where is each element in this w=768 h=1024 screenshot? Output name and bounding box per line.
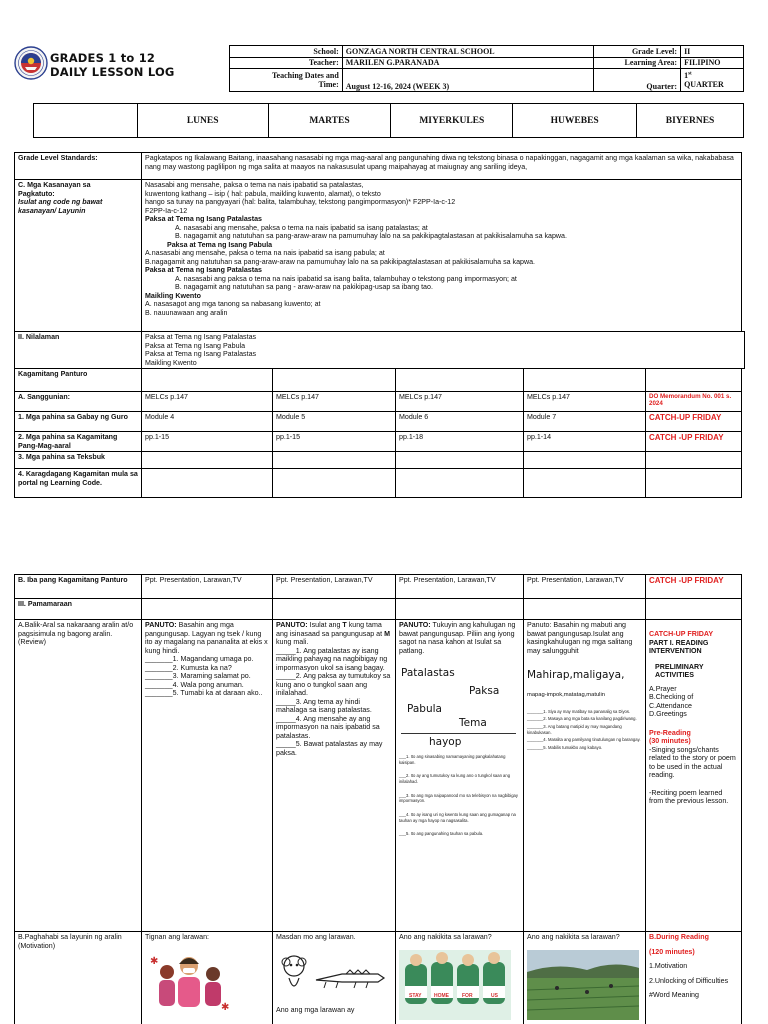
procedure-table	[14, 574, 742, 1024]
standards-text: Pagkatapos ng Ikalawang Baitang, inaasahang nasasabi ng mga mag-aaral ang pangunahing diwa ng tekstong binasa o napakinggan, nagagamit ang mga kaalaman sa wika, nakababasa nang may wastong paglilipon ng mga salita at maayos na nakasusulat upang maipahayag at maiugnay ang sariling ideya,	[142, 153, 742, 180]
deped-seal-logo	[14, 46, 48, 80]
grade-value: II	[681, 46, 744, 58]
word-option: Tema	[459, 717, 487, 729]
nilalaman-item: Paksa at Tema ng Isang Pabula	[145, 341, 246, 350]
info-table	[229, 45, 744, 92]
nilalaman-item: Maikling Kwento	[145, 358, 197, 367]
sanggunian-label: A. Sanggunian:	[15, 392, 142, 412]
day-tuesday: MARTES	[268, 104, 391, 138]
balik-aral-thursday: Panuto: Basahin ng mabuti ang bawat pangungusap.Isulat ang kasingkahulugan ng mga salitang may salungguhit Mahirap,maligaya, mapag-impok,matatag,matulin _______1. Siya ay may matibay na pananalig sa Diyos. _______2. Masaya ang mga bata sa kanilang pagdiriwang. _______3. Ang batang matipid ay may magandang kinabukasan. _______4. Maralita ang pamilyang tinutulungan ng barangay. _______5. Mabilis tumakbo ang kabayo.	[524, 620, 646, 932]
sanggunian-memo: DO Memorandum No. 001 s. 2024	[646, 392, 742, 412]
sanggunian-thu: MELCs p.147	[524, 392, 646, 412]
paghahabi-thursday: Ano ang nakikita sa larawan?	[524, 932, 646, 1024]
competency-heading: Paksa at Tema ng Isang Patalastas	[145, 266, 262, 274]
iba-pang-tue: Ppt. Presentation, Larawan,TV	[273, 575, 396, 599]
kagamitang-pang-wed: pp.1-18	[396, 432, 524, 452]
title-grades: GRADES 1 to 12	[50, 51, 156, 65]
svg-text:✱: ✱	[150, 955, 159, 967]
iba-pang-catch-up: CATCH -UP FRIDAY	[646, 575, 742, 599]
kagamitan-label: Kagamitang Panturo	[15, 369, 142, 392]
competencies-text: Nasasabi ang mensahe, paksa o tema na nais ipabatid sa patalastas, kuwentong kathang – isip ( hal: pabula, maikling kuwento, alamat), o teksto hango sa tunay na pangyayari (hal: balita, talambuhay, tekstong pangimpormasyon)* F2PP-Ia-c-12 F2PP-Ia-c-12 Paksa at Tema ng Isang Patalastas A. nasasabi ang mensahe, paksa o tema na nais ipabatid sa isang patalastas; at B. nagagamit ang natutuhan sa pang-araw-araw na pamumuhay lalo na sa pakikipagtalastasan at pakikisalamuha sa kapwa. Paksa at Tema ng Isang Pabula A.nasasabi ang mensahe, paksa o tema na nais ipabatid sa isang pabula; at B.nagagamit ang natutuhan sa pang-araw-araw na pamumuhay lalo na sa pakikipagtalastasan at pakikisalamuha sa kapwa. Paksa at Tema ng Isang Patalastas A. nasasabi ang paksa o tema na nais ipabatid sa isang balita, talambuhay o tekstong pang impormasyon; at B. nagagamit ang natutuhan sa pang - araw-araw na pakikipag-usap sa ibang tao. Maikling Kwento A. nasasagot ang mga tanong sa nabasang kuwento; at B. nauunawaan ang aralin	[142, 180, 742, 332]
teacher-label: Teacher:	[230, 57, 343, 69]
day-thursday: HUWEBES	[513, 104, 637, 138]
exercise-item: _______3. Maraming salamat po.	[145, 672, 251, 680]
competencies-label: C. Mga Kasanayan sa Pagkatuto: Isulat ang code ng bawat kasanayan/ Layunin	[15, 180, 142, 332]
nilalaman-list	[142, 332, 745, 369]
gabay-tue: Module 5	[273, 412, 396, 432]
people-with-masks-image	[145, 950, 269, 1023]
title-dll: DAILY LESSON LOG	[50, 65, 175, 79]
wed-items: ___1. Ito ang sinasabing namamayaning pangkalahatang kaisipan. ___2. Ito ay ang tumutukoy sa kung ano o tungkol saan ang inilalahad. ___3. Ito ang mga naipapanood mo sa telebisyon na nagbibigay impormasyon. ___4. Ito ay isang uri ng kwento kung saan ang gumaganap na tauhan ay mga hayop na nagsasalita. ___5. Ito ang pangunahing tauhan sa pabula.	[399, 754, 518, 837]
day-friday: BIYERNES	[637, 104, 744, 138]
monkey-crocodile-image	[276, 950, 392, 1003]
iba-pang-label: B. Iba pang Kagamitang Panturo	[15, 575, 142, 599]
nilalaman-item: Paksa at Tema ng Isang Patalastas	[145, 333, 257, 341]
sign-word: US	[491, 993, 498, 999]
balik-aral-friday: CATCH-UP FRIDAY PART I. READING INTERVENTION PRELIMINARY ACTIVITIES A.Prayer B.Checking of C.Attendance D.Greetings Pre-Reading (30 minutes) -Singing songs/chants related to the story or poem to be used in the actual reading. -Reciting poem learned from the previous lesson.	[646, 620, 742, 932]
day-wednesday: MIYERKULES	[391, 104, 513, 138]
standards-label: Grade Level Standards:	[15, 153, 142, 180]
dates-label: Teaching Dates and Time:	[230, 69, 343, 92]
sanggunian-tue: MELCs p.147	[273, 392, 396, 412]
days-blank-cell	[34, 104, 138, 138]
sign-word: FOR	[462, 993, 473, 999]
exercise-item: _____2. Ang paksa ay tumutukoy sa kung ano o tungkol saan ang inilalahad.	[276, 672, 391, 697]
word-option: Patalastas	[401, 667, 455, 679]
school-label: School:	[230, 46, 343, 58]
rice-field-image	[527, 950, 642, 1023]
nilalaman-item: Paksa at Tema ng Isang Patalastas	[145, 350, 257, 358]
paghahabi-monday: Tignan ang larawan: ✱ ✱	[142, 932, 273, 1024]
competency-heading: Maikling Kwento	[145, 291, 201, 300]
iba-pang-mon: Ppt. Presentation, Larawan,TV	[142, 575, 273, 599]
balik-aral-tuesday: PANUTO: Isulat ang T kung tama ang isinasaad sa pangungusap at M kung mali. _____1. Ang patalastas ay isang maikling pahayag na nagbibigay ng impormasyon ukol sa isang bagay. _____2. Ang paksa ay tumutukoy sa kung ano o tungkol saan ang inilalahad. _____3. Ang tema ay hindi mahalaga sa isang patalastas. _____4. Ang mensahe ay ang impormasyon na nais ipabatid sa patalastas. _____5. Bawat patalastas ay may paksa.	[273, 620, 396, 932]
grade-label: Grade Level:	[594, 46, 681, 58]
kagamitang-pang-thu: pp.1-14	[524, 432, 646, 452]
competency-heading: Paksa at Tema ng Isang Patalastas	[145, 215, 262, 223]
kagamitang-pang-tue: pp.1-15	[273, 432, 396, 452]
gabay-catch-up: CATCH-UP FRIDAY	[646, 412, 742, 432]
quarter-label: Quarter:	[594, 69, 681, 92]
sanggunian-mon: MELCs p.147	[142, 392, 273, 412]
paghahabi-tuesday: Masdan mo ang larawan. Ano ang mga larawan ay	[273, 932, 396, 1024]
exercise-item: _______2. Kumusta ka na?	[145, 663, 232, 672]
sign-word: STAY	[409, 993, 422, 999]
kagamitang-pang-catch-up: CATCH -UP FRIDAY	[646, 432, 742, 452]
gabay-wed: Module 6	[396, 412, 524, 432]
days-header	[33, 103, 744, 138]
exercise-item: _____3. Ang tema ay hindi mahalaga sa isang patalastas.	[276, 697, 372, 714]
synonym-words-small: mapag-impok,matatag,matulin	[527, 691, 605, 698]
nilalaman-label: II. Nilalaman	[15, 332, 142, 369]
gabay-label: 1. Mga pahina sa Gabay ng Guro	[15, 412, 142, 432]
quarter-value: 1st QUARTER	[681, 69, 744, 92]
sign-word: HOME	[434, 993, 449, 999]
exercise-item: _____5. Bawat patalastas ay may paksa.	[276, 740, 383, 757]
word-option: Paksa	[469, 685, 500, 697]
paghahabi-friday: B.During Reading (120 minutes) 1.Motivation 2.Unlocking of Difficulties #Word Meaning	[646, 932, 742, 1024]
nilalaman-table	[14, 331, 745, 369]
area-value: FILIPINO	[681, 57, 744, 69]
school-value: GONZAGA NORTH CENTRAL SCHOOL	[342, 46, 593, 58]
stay-home-sign-image	[399, 950, 520, 1023]
synonym-words: Mahirap,maligaya,	[527, 669, 625, 681]
word-option: hayop	[429, 736, 462, 748]
portal-label: 4. Karagdagang Kagamitan mula sa portal ng Learning Code.	[15, 469, 142, 498]
area-label: Learning Area:	[594, 57, 681, 69]
resources-table	[14, 368, 742, 498]
svg-text:✱: ✱	[221, 1001, 230, 1013]
competency-heading: Paksa at Tema ng Isang Pabula	[167, 240, 273, 249]
day-monday: LUNES	[137, 104, 268, 138]
iba-pang-wed: Ppt. Presentation, Larawan,TV	[396, 575, 524, 599]
iba-pang-thu: Ppt. Presentation, Larawan,TV	[524, 575, 646, 599]
exercise-item: _____1. Ang patalastas ay isang maikling pahayag na nagbibigay ng impormasyon ukol sa isang bagay.	[276, 646, 388, 672]
pamamaraan-label: III. Pamamaraan	[15, 599, 142, 620]
balik-aral-label: A.Balik-Aral sa nakaraang aralin at/o pagsisimula ng bagong aralin.(Review)	[15, 620, 142, 932]
gabay-thu: Module 7	[524, 412, 646, 432]
kagamitang-pang-label: 2. Mga pahina sa Kagamitang Pang-Mag-aaral	[15, 432, 142, 452]
thu-items: _______1. Siya ay may matibay na pananalig sa Diyos. _______2. Masaya ang mga bata sa kanilang pagdiriwang. _______3. Ang batang matipid ay may magandang kinabukasan. _______4. Maralita ang pamilyang tinutulungan ng barangay. _______5. Mabilis tumakbo ang kabayo.	[527, 708, 641, 750]
word-option: Pabula	[407, 703, 442, 715]
teacher-value: MARILEN G.PARANADA	[342, 57, 593, 69]
exercise-item: _____4. Ang mensahe ay ang impormasyon na nais ipabatid sa patalastas.	[276, 714, 380, 740]
exercise-item: _______5. Tumabi ka at daraan ako..	[145, 689, 263, 697]
exercise-item: _______4. Wala pong anuman.	[145, 680, 244, 689]
exercise-item: _______1. Magandang umaga po.	[145, 655, 254, 663]
paghahabi-wednesday: Ano ang nakikita sa larawan? STAY HOME FOR US	[396, 932, 524, 1024]
balik-aral-wednesday: PANUTO: Tukuyin ang kahulugan ng bawat pangungusap. Piliin ang iyong sagot na nasa kahon at Isulat sa patlang. Patalastas Paksa Pabula Tema hayop ___1. Ito ang sinasabing namamayaning pangkalahatang kaisipan. ___2. Ito ay ang tumutukoy sa kung ano o tungkol saan ang inilalahad. ___3. Ito ang mga naipapanood mo sa telebisyon na nagbibigay impormasyon. ___4. Ito ay isang uri ng kwento kung saan ang gumaganap na tauhan ay mga hayop na nagsasalita. ___5. Ito ang pangunahing tauhan sa pabula.	[396, 620, 524, 932]
dates-value: August 12-16, 2024 (WEEK 3)	[342, 69, 593, 92]
kagamitang-pang-mon: pp.1-15	[142, 432, 273, 452]
paghahabi-label: B.Paghahabi sa layunin ng aralin (Motivation)	[15, 932, 142, 1024]
balik-aral-monday: PANUTO: Basahin ang mga pangungusap. Lagyan ng tsek / kung ito ay magalang na pananalita at ekis x kung hindi. _______1. Magandang umaga po. _______2. Kumusta ka na? _______3. Maraming salamat po. _______4. Wala pong anuman. _______5. Tumabi ka at daraan ako..	[142, 620, 273, 932]
divider-line	[401, 733, 516, 734]
sanggunian-wed: MELCs p.147	[396, 392, 524, 412]
word-box	[399, 655, 520, 750]
teksbuk-label: 3. Mga pahina sa Teksbuk	[15, 452, 142, 469]
standards-table	[14, 152, 742, 332]
gabay-mon: Module 4	[142, 412, 273, 432]
